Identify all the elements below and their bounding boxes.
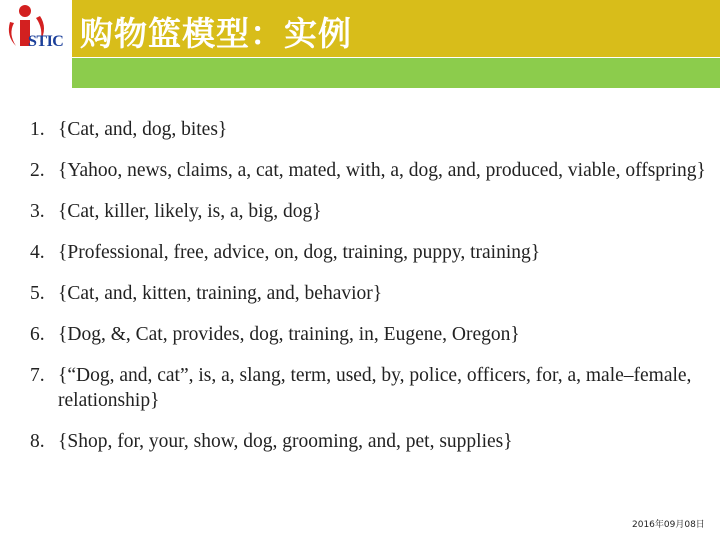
logo-text: STIC xyxy=(28,33,64,50)
item-text: {“Dog, and, cat”, is, a, slang, term, used, by, police, officers, for, a, male–female, relationship} xyxy=(58,365,692,411)
list-item xyxy=(30,158,710,183)
item-number: 6. xyxy=(30,324,45,345)
list-item xyxy=(30,240,710,265)
header-bar xyxy=(0,0,720,57)
item-text: {Cat, and, kitten, training, and, behavior} xyxy=(58,283,383,304)
item-number: 4. xyxy=(30,242,45,263)
item-text: {Cat, and, dog, bites} xyxy=(58,119,228,140)
item-number: 7. xyxy=(30,365,45,386)
basket-list xyxy=(30,117,710,470)
list-item xyxy=(30,322,710,347)
page-title: 购物篮模型：实例 xyxy=(80,14,352,53)
item-text: {Dog, &, Cat, provides, dog, training, in, Eugene, Oregon} xyxy=(58,324,520,345)
list-item xyxy=(30,199,710,224)
item-number: 3. xyxy=(30,201,45,222)
item-number: 5. xyxy=(30,283,45,304)
item-text: {Professional, free, advice, on, dog, training, puppy, training} xyxy=(58,242,541,263)
list-item xyxy=(30,281,710,306)
accent-bar xyxy=(0,58,720,88)
footer-date: 2016年09月08日 xyxy=(632,520,705,530)
item-text: {Shop, for, your, show, dog, grooming, and, pet, supplies} xyxy=(58,431,513,452)
list-item xyxy=(30,363,710,413)
list-item xyxy=(30,429,710,454)
item-text: {Yahoo, news, claims, a, cat, mated, with, a, dog, and, produced, viable, offspring} xyxy=(58,160,706,181)
istic-logo xyxy=(0,0,72,57)
item-number: 8. xyxy=(30,431,45,452)
list-item xyxy=(30,117,710,142)
accent-bar-notch xyxy=(0,58,72,88)
item-number: 1. xyxy=(30,119,45,140)
item-text: {Cat, killer, likely, is, a, big, dog} xyxy=(58,201,322,222)
item-number: 2. xyxy=(30,160,45,181)
